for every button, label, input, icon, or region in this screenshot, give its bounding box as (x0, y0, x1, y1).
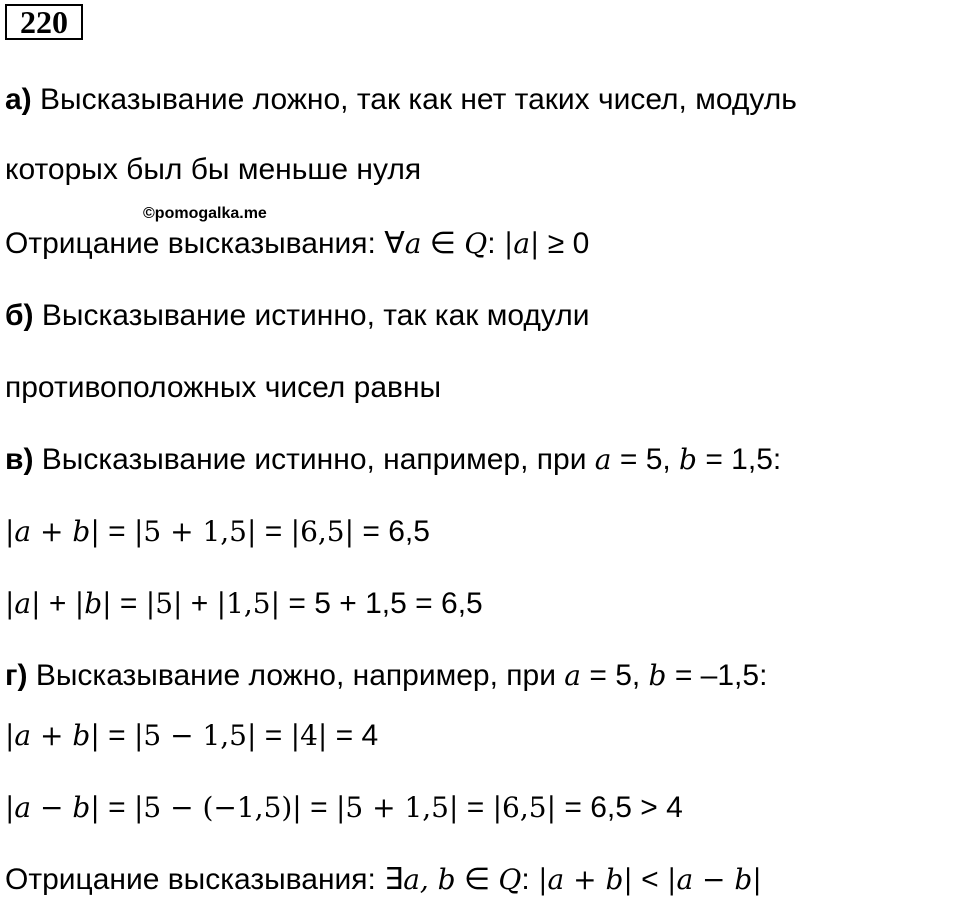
part-b-text-2: противоположных чисел равны (5, 371, 442, 404)
math-abs-a-plus-b: |a + b| (5, 515, 100, 548)
math-abs-b: |b| (74, 587, 112, 620)
math-var-b: b (679, 443, 697, 476)
equals: = (99, 791, 134, 824)
part-a-line-1 (5, 82, 797, 118)
part-v-equation-1 (5, 514, 430, 550)
less-than: < (632, 863, 668, 896)
math-abs-1-5: |1,5| (216, 587, 281, 620)
result: = 6,5 (354, 515, 430, 548)
part-a-negation (5, 226, 589, 262)
math-abs-a-plus-b: |a + b| (5, 719, 100, 752)
part-a-label: а) (5, 83, 32, 116)
math-abs-5-minus-1-5: |5 − 1,5| (133, 719, 257, 752)
math-abs-6-5: |6,5| (290, 515, 355, 548)
math-abs-5-plus-1-5: |5 + 1,5| (335, 791, 459, 824)
math-abs-a-minus-b: |a − b| (5, 791, 100, 824)
math-abs-5: |5| (145, 587, 183, 620)
part-g-eq-b: = –1,5: (666, 659, 768, 692)
math-var-b: b (648, 659, 667, 692)
problem-number: 220 (5, 4, 83, 40)
equals: = (256, 515, 291, 548)
negation-label: Отрицание высказывания: (5, 863, 385, 896)
part-v-equation-2 (5, 586, 483, 622)
math-abs-a-plus-b: |a + b| (538, 863, 633, 896)
watermark: ©pomogalka.me (143, 205, 267, 222)
math-abs-4: |4| (290, 719, 328, 752)
math-abs-6-5: |6,5| (492, 791, 557, 824)
equals: = (99, 515, 134, 548)
part-g-equation-1 (5, 718, 378, 754)
result: = 5 + 1,5 = 6,5 (280, 587, 483, 620)
math-set-q: Q (464, 227, 488, 260)
math-abs-a: |a| (503, 227, 540, 260)
part-b-text-1: Высказывание истинно, так как модули (33, 299, 590, 332)
part-v-text-1: Высказывание истинно, например, при (33, 443, 595, 476)
part-a-line-2 (5, 152, 421, 188)
part-a-text-2: которых был бы меньше нуля (5, 153, 422, 186)
math-abs-5-minus-neg-1-5: |5 − (−1,5)| (133, 791, 302, 824)
equals: = (458, 791, 493, 824)
equals: = (99, 719, 134, 752)
part-b-line-2 (5, 370, 441, 406)
part-v-line-1 (5, 442, 781, 478)
math-var-a: a (564, 659, 581, 692)
result: = 6,5 > 4 (556, 791, 683, 824)
colon: : (521, 863, 539, 896)
negation-rest: ≥ 0 (539, 227, 590, 260)
forall-symbol: ∀ (384, 227, 405, 260)
equals: = (301, 791, 336, 824)
math-abs-a-minus-b: |a − b| (667, 863, 762, 896)
math-var-a: a (594, 443, 612, 476)
element-of-symbol: ∈ (421, 227, 465, 260)
math-var-a: a (404, 227, 422, 260)
plus: + (182, 587, 217, 620)
part-b-label: б) (5, 299, 34, 332)
math-vars-a-b: a, b (403, 863, 456, 896)
equals: = (256, 719, 291, 752)
part-g-label: г) (5, 659, 28, 692)
part-v-eq-b: = 1,5: (696, 443, 782, 476)
part-b-line-1 (5, 298, 590, 334)
part-g-eq-a: = 5, (581, 659, 649, 692)
part-a-text-1: Высказывание ложно, так как нет таких чисел, модуль (31, 83, 797, 116)
exists-symbol: ∃ (384, 863, 404, 896)
math-abs-5-plus-1-5: |5 + 1,5| (133, 515, 257, 548)
part-v-eq-a: = 5, (611, 443, 680, 476)
equals: = (111, 587, 146, 620)
part-g-negation (5, 862, 762, 898)
colon: : (487, 227, 504, 260)
part-v-label: в) (5, 443, 34, 476)
math-set-q: Q (498, 863, 522, 896)
negation-label: Отрицание высказывания: (5, 227, 385, 260)
part-g-equation-2 (5, 790, 683, 826)
math-abs-a: |a| (5, 587, 41, 620)
result: = 4 (327, 719, 379, 752)
part-g-text-1: Высказывание ложно, например, при (27, 659, 565, 692)
element-of-symbol: ∈ (455, 863, 499, 896)
part-g-line-1 (5, 658, 767, 694)
plus: + (40, 587, 75, 620)
